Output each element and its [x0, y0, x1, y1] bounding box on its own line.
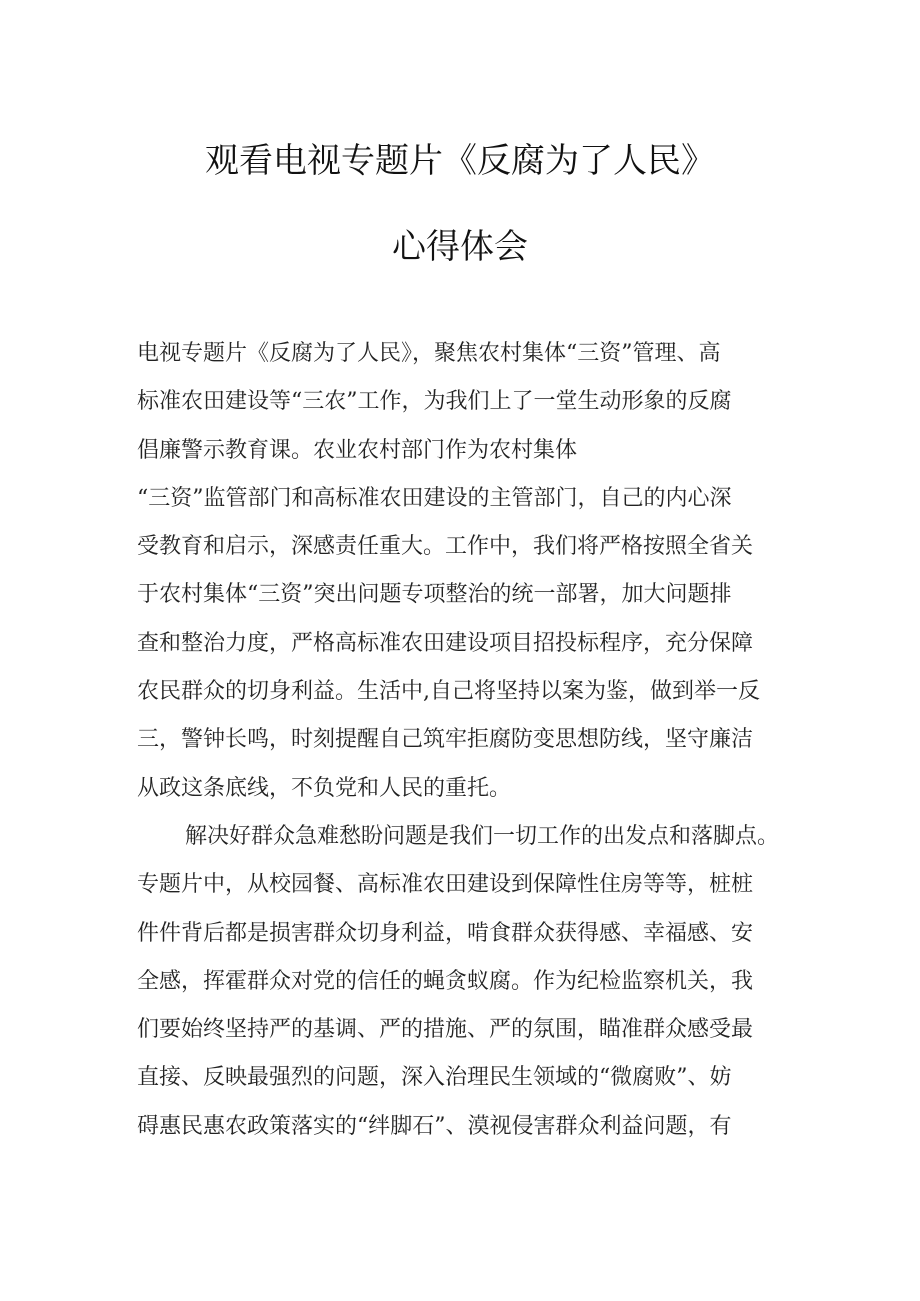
body-line: 查和整治力度，严格高标准农田建设项目招投标程序，充分保障 [137, 630, 754, 656]
body-line: 倡廉警示教育课。农业农村部门作为农村集体 [137, 437, 578, 463]
document-title: 观看电视专题片《反腐为了人民》 [205, 141, 715, 181]
body-line: 于农村集体“三资”突出问题专项整治的统一部署，加大问题排 [137, 582, 732, 608]
body-line: 们要始终坚持严的基调、严的措施、严的氛围，瞄准群众感受最 [137, 1017, 754, 1043]
body-line: 碍惠民惠农政策落实的“绊脚石”、漠视侵害群众利益问题，有 [137, 1113, 732, 1139]
paragraph-start-line: 解决好群众急难愁盼问题是我们一切工作的出发点和落脚点。 [185, 823, 780, 849]
body-line: 电视专题片《反腐为了人民》，聚焦农村集体“三资”管理、高 [137, 341, 721, 366]
body-line: 农民群众的切身利益。生活中,自己将坚持以案为鉴，做到举一反 [137, 679, 760, 705]
body-line: 三，警钟长鸣，时刻提醒自己筑牢拒腐防变思想防线，坚守廉洁 [137, 727, 754, 753]
body-line: 专题片中，从校园餐、高标准农田建设到保障性住房等等，桩桩 [137, 872, 754, 898]
body-line: “三资”监管部门和高标准农田建设的主管部门，自己的内心深 [137, 485, 732, 511]
body-line: 全感，挥霍群众对党的信任的蝇贪蚁腐。作为纪检监察机关，我 [137, 968, 754, 994]
body-line: 受教育和启示，深感责任重大。工作中，我们将严格按照全省关 [137, 534, 754, 560]
document-subtitle: 心得体会 [392, 227, 528, 267]
body-line: 直接、反映最强烈的问题，深入治理民生领域的“微腐败”、妨 [137, 1065, 732, 1091]
document-body [137, 330, 797, 1151]
body-line: 从政这条底线，不负党和人民的重托。 [137, 775, 512, 801]
body-line: 标准农田建设等“三农”工作，为我们上了一堂生动形象的反腐 [137, 389, 732, 415]
body-line: 件件背后都是损害群众切身利益，啃食群众获得感、幸福感、安 [137, 920, 754, 946]
